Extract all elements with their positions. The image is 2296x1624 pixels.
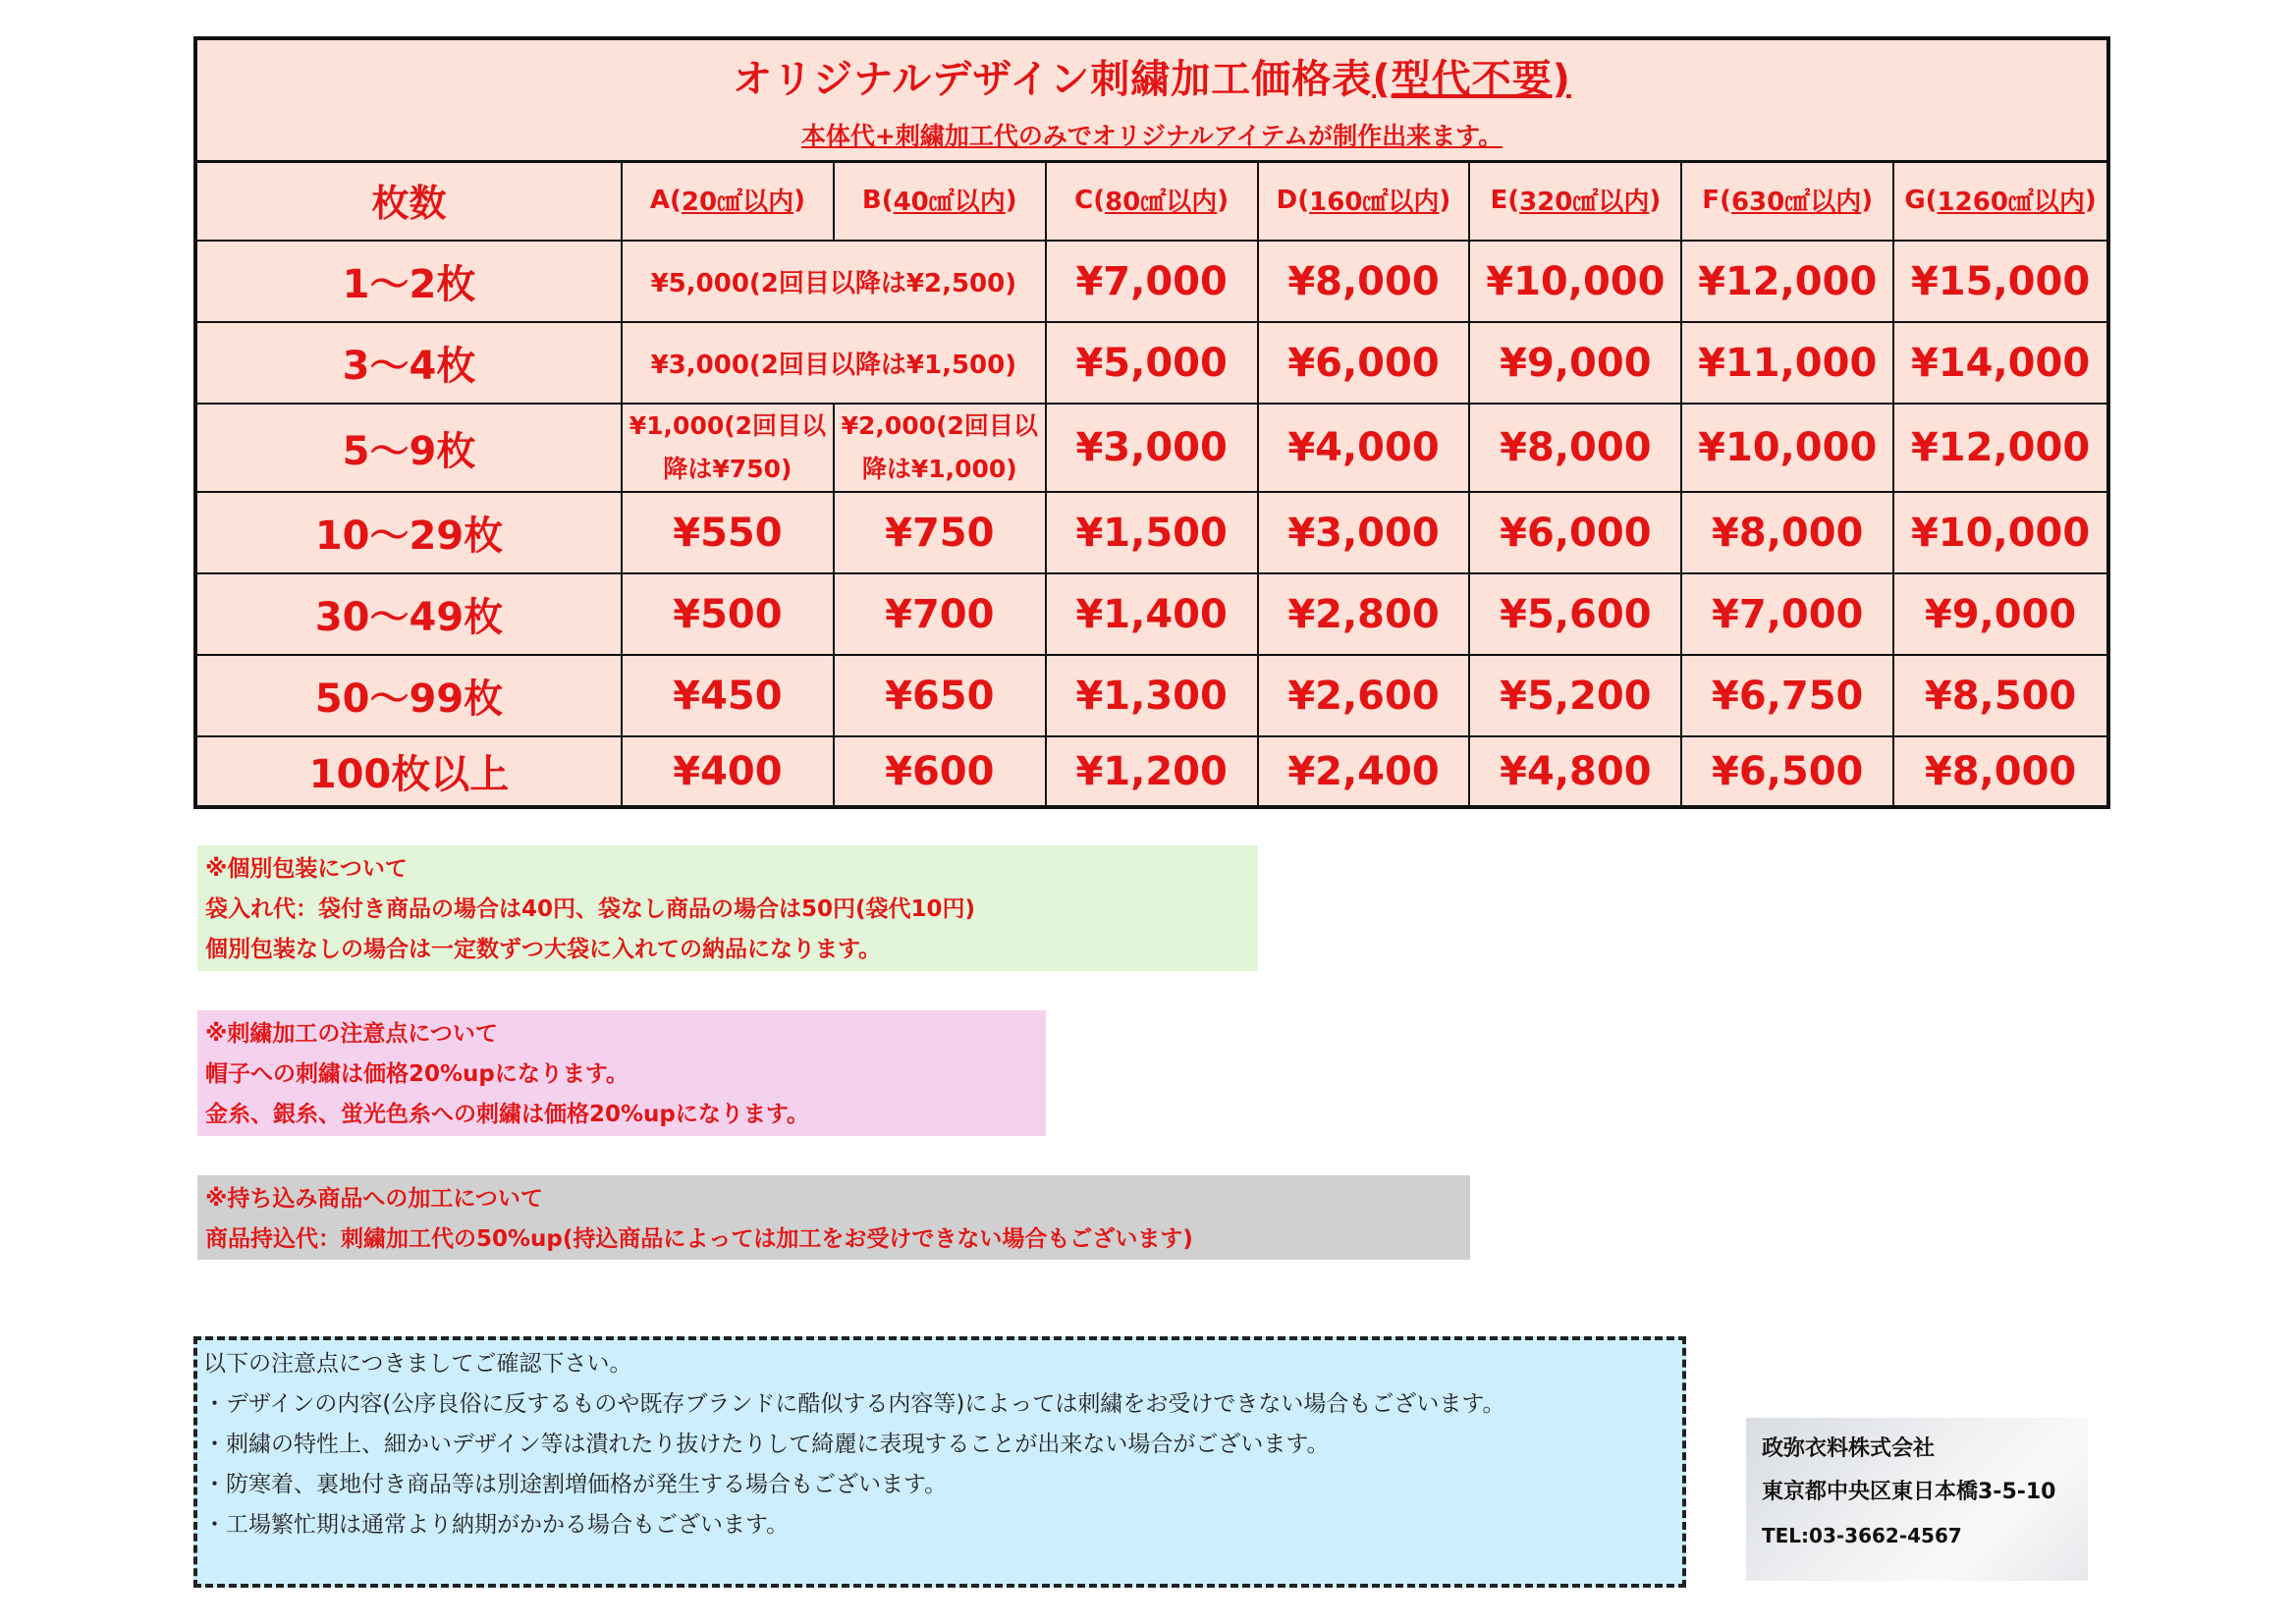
price-cell: ¥2,600	[1259, 656, 1471, 737]
qty-label: 3～4枚	[197, 323, 623, 405]
qty-label: 10～29枚	[197, 493, 623, 574]
price-cell: ¥400	[623, 737, 835, 805]
qty-label: 1～2枚	[197, 242, 623, 323]
packaging-note-line: 袋入れ代：袋付き商品の場合は40円、袋なし商品の場合は50円(袋代10円)	[205, 896, 976, 922]
price-cell: ¥6,500	[1682, 737, 1894, 805]
price-cell: ¥2,800	[1259, 574, 1471, 656]
embroidery-note-line: 金糸、銀糸、蛍光色糸への刺繍は価格20%upになります。	[205, 1102, 810, 1127]
qty-label: 100枚以上	[197, 737, 623, 805]
price-cell: ¥8,000	[1924, 748, 2077, 794]
price-cell: ¥4,800	[1470, 737, 1682, 805]
packaging-note-heading: ※個別包装について	[205, 856, 408, 882]
size-header-c: C ( 80㎠以内 )	[1047, 160, 1259, 242]
confirmation-item: ・防寒着、裏地付き商品等は別途割増価格が発生する場合もございます。	[203, 1472, 948, 1497]
price-cell: ¥3,000	[1259, 493, 1471, 574]
price-cell: ¥600	[835, 737, 1047, 805]
size-header-e: E ( 320㎠以内 )	[1470, 160, 1682, 242]
price-cell: ¥6,000	[1470, 493, 1682, 574]
qty-header: 枚数	[197, 160, 623, 242]
price-cell: ¥5,200	[1470, 656, 1682, 737]
price-cell-merged: ¥5,000(2回目以降は¥2,500)	[623, 242, 1047, 323]
price-cell: ¥10,000	[1682, 405, 1894, 493]
price-cell: ¥11,000	[1682, 323, 1894, 405]
price-cell: ¥9,000	[1894, 574, 2106, 656]
confirmation-box	[193, 1336, 1686, 1588]
size-header-f: F ( 630㎠以内 )	[1682, 160, 1894, 242]
qty-label: 30～49枚	[197, 574, 623, 656]
table-subtitle: 本体代+刺繍加工代のみでオリジナルアイテムが制作出来ます。	[800, 122, 1503, 150]
company-address: 東京都中央区東日本橋3-5-10	[1762, 1480, 2056, 1504]
price-cell-merged: ¥3,000(2回目以降は¥1,500)	[623, 323, 1047, 405]
price-cell: ¥5,600	[1470, 574, 1682, 656]
price-cell: ¥700	[835, 574, 1047, 656]
confirmation-item: ・刺繍の特性上、細かいデザイン等は潰れたり抜けたりして綺麗に表現することが出来ない場合がございます。	[203, 1432, 1330, 1457]
company-name: 政弥衣料株式会社	[1762, 1436, 1936, 1461]
price-cell: ¥1,300	[1047, 656, 1259, 737]
price-cell: ¥6,750	[1682, 656, 1894, 737]
price-cell: ¥750	[835, 493, 1047, 574]
price-cell: ¥450	[623, 656, 835, 737]
table-title-paren-text: 型代不要	[1391, 57, 1553, 102]
price-cell: ¥8,000	[1470, 405, 1682, 493]
table-title-main: オリジナルデザイン刺繍加工価格表	[733, 57, 1373, 102]
packaging-note-line: 個別包装なしの場合は一定数ずつ大袋に入れての納品になります。	[205, 937, 882, 962]
price-cell: ¥650	[835, 656, 1047, 737]
price-cell: ¥2,400	[1259, 737, 1471, 805]
price-cell: ¥6,000	[1259, 323, 1471, 405]
embroidery-note-heading: ※刺繍加工の注意点について	[205, 1021, 498, 1047]
confirmation-item: ・デザインの内容(公序良俗に反するものや既存ブランドに酷似する内容等)によっては刺繍をお受けできない場合もございます。	[203, 1391, 1505, 1417]
carryin-note-heading: ※持ち込み商品への加工について	[205, 1186, 543, 1212]
price-cell: ¥1,500	[1047, 493, 1259, 574]
embroidery-note-line: 帽子への刺繍は価格20%upになります。	[205, 1061, 629, 1087]
carryin-note-line: 商品持込代：刺繍加工代の50%up(持込商品によっては加工をお受けできない場合もございます)	[205, 1226, 1193, 1252]
confirmation-item: ・工場繁忙期は通常より納期がかかる場合もございます。	[203, 1512, 790, 1538]
size-header-g: G ( 1260㎠以内 )	[1894, 160, 2106, 242]
price-cell: ¥1,200	[1047, 737, 1259, 805]
price-cell: ¥12,000	[1894, 405, 2106, 493]
confirmation-heading: 以下の注意点につきましてご確認下さい。	[203, 1351, 632, 1377]
price-cell: ¥7,000	[1047, 242, 1259, 323]
price-cell: ¥3,000	[1047, 405, 1259, 493]
qty-label: 50～99枚	[197, 656, 623, 737]
price-cell: ¥10,000	[1470, 242, 1682, 323]
embroidery-note	[197, 1010, 1046, 1136]
qty-label: 5～9枚	[197, 405, 623, 493]
size-header-b: B ( 40㎠以内 )	[835, 160, 1047, 242]
size-header-d: D ( 160㎠以内 )	[1259, 160, 1471, 242]
price-cell: ¥15,000	[1894, 242, 2106, 323]
table-header	[197, 40, 2106, 163]
price-cell: ¥7,000	[1682, 574, 1894, 656]
price-cell-b: ¥2,000(2回目以 降は¥1,000)	[835, 405, 1047, 493]
price-cell: ¥10,000	[1894, 493, 2106, 574]
packaging-note	[197, 845, 1258, 971]
price-cell: ¥8,000	[1259, 242, 1471, 323]
company-tel: TEL:03-3662-4567	[1762, 1524, 1962, 1547]
price-grid	[197, 160, 2106, 805]
price-cell: ¥550	[623, 493, 835, 574]
price-cell: ¥8,000	[1682, 493, 1894, 574]
price-cell: ¥9,000	[1470, 323, 1682, 405]
price-table	[193, 36, 2110, 809]
company-info	[1746, 1418, 2088, 1581]
price-cell: ¥14,000	[1894, 323, 2106, 405]
table-title	[197, 48, 2106, 104]
price-cell: ¥5,000	[1047, 323, 1259, 405]
table-title-paren: (型代不要)	[1372, 57, 1571, 102]
carryin-note	[197, 1175, 1470, 1260]
price-cell: ¥8,500	[1894, 656, 2106, 737]
price-cell: ¥12,000	[1682, 242, 1894, 323]
price-cell-a: ¥1,000(2回目以 降は¥750)	[623, 405, 835, 493]
price-cell: ¥4,000	[1259, 405, 1471, 493]
price-cell: ¥1,400	[1047, 574, 1259, 656]
size-header-a: A ( 20㎠以内 )	[623, 160, 835, 242]
price-cell: ¥500	[623, 574, 835, 656]
